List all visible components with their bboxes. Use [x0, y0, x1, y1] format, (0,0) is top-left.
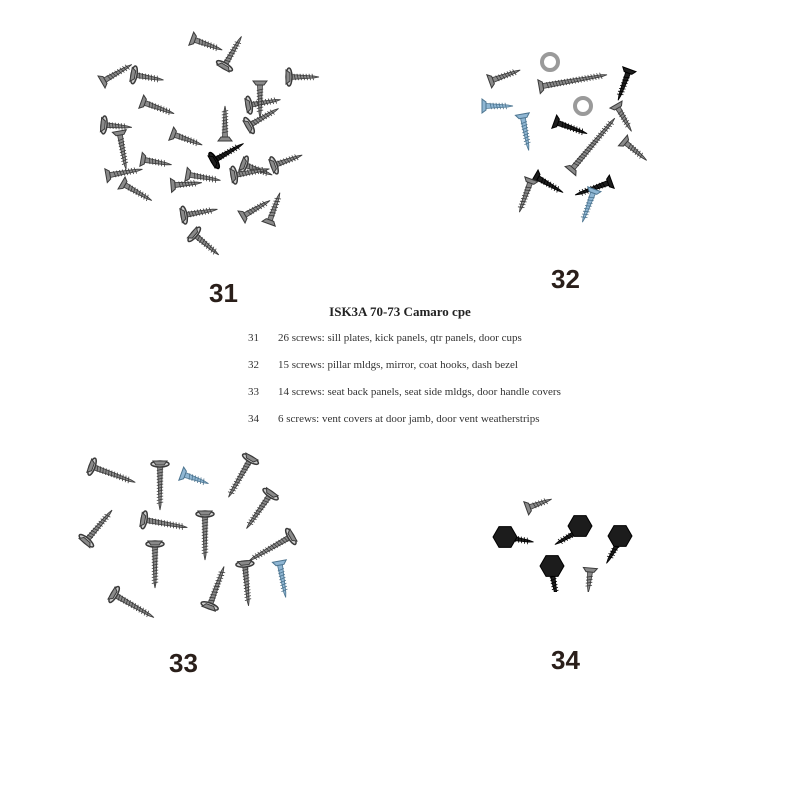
screw-icon: [487, 64, 523, 88]
screw-icon: [215, 32, 249, 73]
screw-head-icon: [608, 526, 632, 547]
screw-icon: [552, 115, 590, 140]
legend-description: 26 screws: sill plates, kick panels, qtr panels, door cups: [278, 332, 522, 344]
screw-icon: [151, 461, 169, 510]
legend-description: 15 screws: pillar mldgs, mirror, coat hooks, dash bezel: [278, 359, 518, 371]
screw-icon: [112, 130, 133, 171]
screw-icon: [129, 65, 165, 88]
screw-icon: [239, 487, 280, 534]
legend-row-31: [248, 332, 561, 359]
screw-group-33-photo: [75, 445, 310, 625]
screw-icon: [179, 200, 219, 224]
screw-icon: [146, 541, 164, 588]
screw-cluster-33: [75, 445, 310, 625]
screw-group-34-photo: [490, 492, 650, 592]
screw-cluster-31: [95, 25, 340, 270]
screw-icon: [612, 67, 636, 103]
legend-number: 34: [248, 413, 259, 425]
screw-legend: [248, 332, 561, 440]
legend-number: 31: [248, 332, 259, 344]
screw-head-icon: [540, 556, 564, 577]
screw-icon: [524, 493, 554, 515]
screw-icon: [482, 99, 513, 113]
screw-icon: [565, 114, 620, 176]
screw-icon: [98, 58, 135, 88]
screw-icon: [186, 226, 224, 262]
group-label-33: 33: [169, 648, 198, 678]
screw-group-31-photo: [95, 25, 340, 270]
screw-cluster-32: [478, 48, 658, 233]
screw-icon: [189, 32, 225, 56]
screw-icon: [610, 101, 638, 135]
screw-icon: [581, 567, 597, 592]
washer-icon: [542, 54, 558, 70]
washer-icon: [575, 98, 591, 114]
legend-row-32: [248, 359, 561, 386]
screw-icon: [236, 560, 258, 606]
legend-row-33: [248, 386, 561, 413]
screw-icon: [218, 106, 232, 141]
screw-icon: [86, 457, 138, 491]
screw-icon: [221, 452, 260, 502]
legend-description: 14 screws: seat back panels, seat side mldgs, door handle covers: [278, 386, 561, 398]
screw-icon: [139, 95, 177, 120]
group-label-32: 32: [551, 264, 580, 294]
screw-group-32-photo: [478, 48, 658, 233]
screw-icon: [139, 510, 188, 536]
screw-icon: [272, 560, 292, 599]
legend-row-34: [248, 413, 561, 440]
screw-icon: [513, 177, 538, 215]
legend-number: 32: [248, 359, 259, 371]
legend-description: 6 screws: vent covers at door jamb, door vent weatherstrips: [278, 413, 540, 425]
screw-icon: [618, 135, 651, 166]
screw-icon: [253, 81, 267, 118]
group-label-31: 31: [209, 278, 238, 308]
screw-icon: [515, 113, 535, 152]
screw-icon: [78, 504, 119, 549]
screw-icon: [196, 511, 214, 560]
screw-icon: [200, 563, 232, 611]
screw-icon: [268, 147, 305, 175]
screw-icon: [169, 127, 205, 151]
screw-icon: [244, 91, 282, 115]
screw-icon: [140, 152, 173, 171]
screw-icon: [179, 467, 211, 490]
screw-icon: [262, 190, 286, 226]
screw-head-icon: [493, 527, 517, 548]
screw-cluster-34: [490, 492, 650, 592]
screw-icon: [531, 170, 567, 199]
legend-number: 33: [248, 386, 259, 398]
group-label-34: 34: [551, 645, 580, 675]
screw-icon: [118, 177, 155, 207]
screw-icon: [107, 585, 158, 625]
kit-title: ISK3A 70-73 Camaro cpe: [329, 304, 471, 319]
screw-icon: [286, 68, 319, 86]
